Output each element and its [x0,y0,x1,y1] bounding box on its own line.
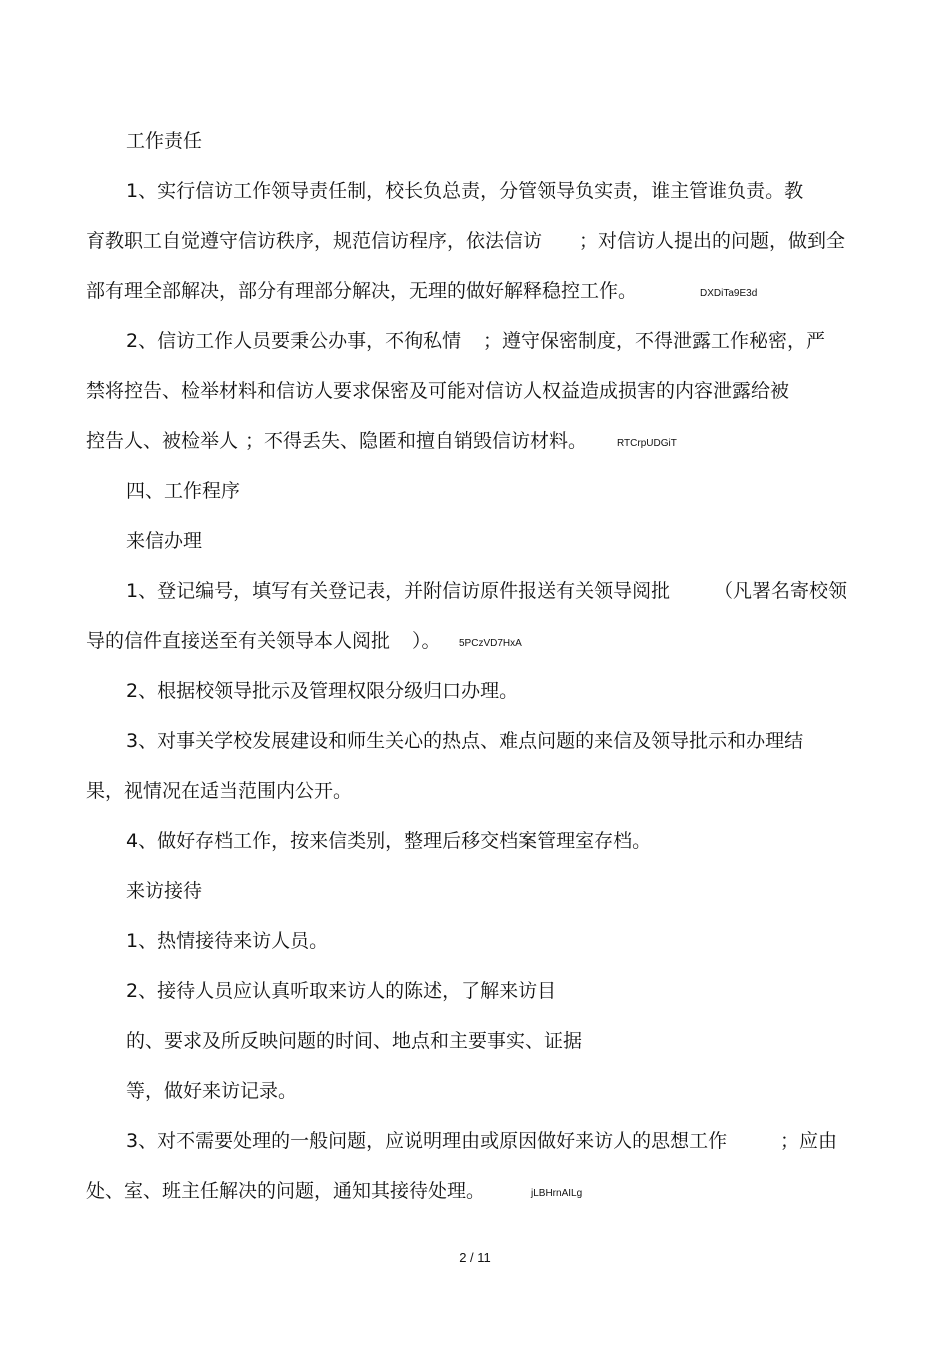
paragraph-line: ；应由 [780,1130,838,1152]
paragraph-line: 等，做好来访记录。 [126,1080,298,1102]
paragraph-line: 果，视情况在适当范围内公开。 [86,780,353,802]
paragraph-line: 禁将控告、检举材料和信访人要求保密及可能对信访人权益造成损害的内容泄露给被 [86,380,790,402]
reference-code: RTCrpUDGiT [617,438,677,449]
paragraph-line: 导的信件直接送至有关领导本人阅批 [86,630,391,652]
paragraph-line: 1、热情接待来访人员。 [126,930,329,952]
paragraph-line: 3、对事关学校发展建设和师生关心的热点、难点问题的来信及领导批示和办理结 [126,730,804,752]
reference-code: 5PCzVD7HxA [459,638,522,649]
paragraph-line: 2、接待人员应认真听取来访人的陈述，了解来访目 [126,980,557,1002]
paragraph-line: 3、对不需要处理的一般问题，应说明理由或原因做好来访人的思想工作 [126,1130,728,1152]
paragraph-line: 控告人、被检举人 [86,430,239,452]
paragraph-line: ；对信访人提出的问题，做到全 [579,230,846,252]
paragraph-line: 处、室、班主任解决的问题，通知其接待处理。 [86,1180,486,1202]
page-number: 2 / 11 [459,1250,491,1265]
paragraph-line: 部有理全部解决，部分有理部分解决，无理的做好解释稳控工作。 [86,280,638,302]
section-heading: 四、工作程序 [126,480,241,502]
paragraph-line: 1、实行信访工作领导责任制，校长负总责，分管领导负实责，谁主管谁负责。教 [126,180,804,202]
paragraph-line: ；遵守保密制度，不得泄露工作秘密，严 [483,330,826,352]
paragraph-line: 4、做好存档工作，按来信类别，整理后移交档案管理室存档。 [126,830,652,852]
subsection-heading: 来访接待 [126,880,203,902]
paragraph-line: ）。 [412,630,441,652]
paragraph-line: 2、根据校领导批示及管理权限分级归口办理。 [126,680,519,702]
paragraph-line: 1、登记编号，填写有关登记表，并附信访原件报送有关领导阅批 [126,580,671,602]
paragraph-line: （凡署名寄校领 [714,580,848,602]
paragraph-line: 育教职工自觉遵守信访秩序，规范信访程序，依法信访 [86,230,543,252]
paragraph-line: 的、要求及所反映问题的时间、地点和主要事实、证据 [126,1030,583,1052]
subsection-heading: 来信办理 [126,530,203,552]
reference-code: jLBHrnAILg [531,1188,583,1199]
paragraph-line: ；不得丢失、隐匿和擅自销毁信访材料。 [245,430,588,452]
paragraph-line: 2、信访工作人员要秉公办事，不徇私情 [126,330,462,352]
reference-code: DXDiTa9E3d [700,288,758,299]
heading-work-responsibility: 工作责任 [126,130,203,152]
